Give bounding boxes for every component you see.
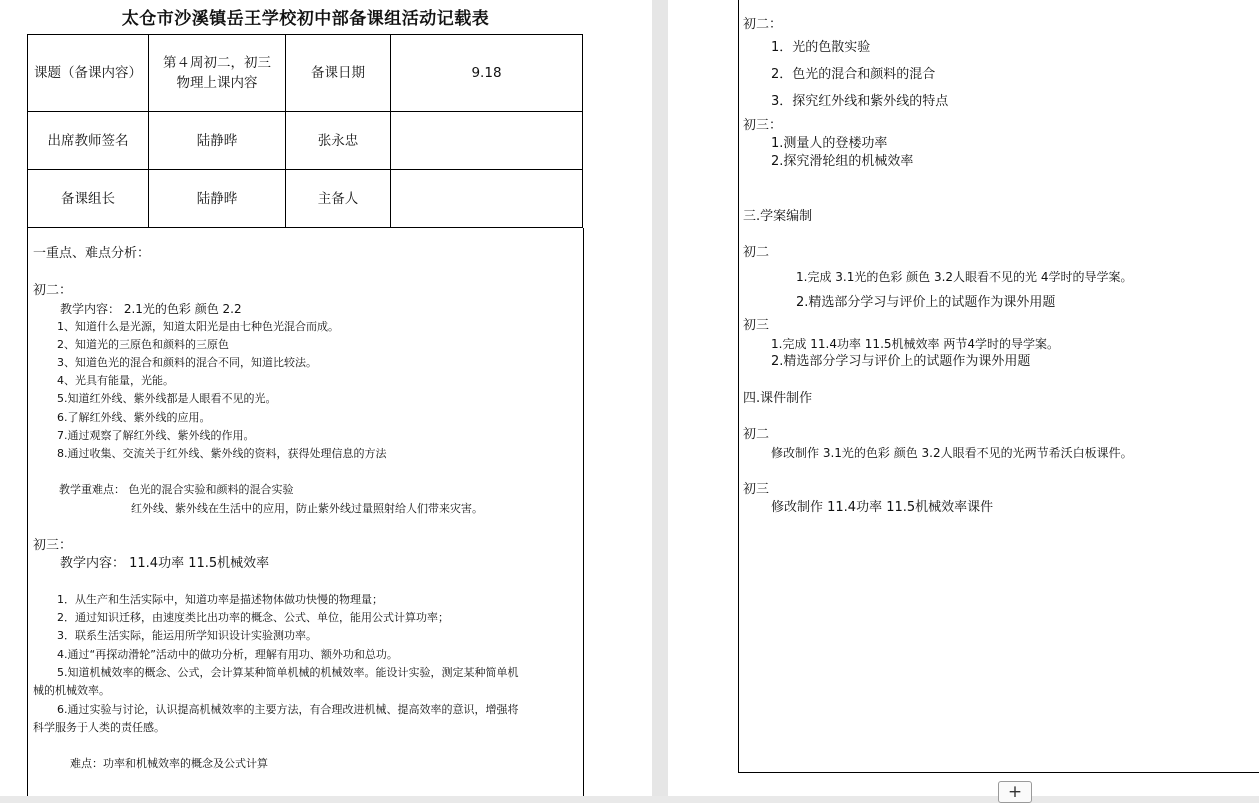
text-line: 教学重难点： 色光的混合实验和颜料的混合实验 [59,483,294,496]
text-line: 1.完成 3.1光的色彩 颜色 3.2人眼看不见的光 4学时的导学案。 [796,270,1133,284]
text-line: 初三 [743,482,770,497]
text-line: 2.探究滑轮组的机械效率 [771,154,914,169]
text-line: 初二： [743,17,783,32]
text-line: 4、光具有能量，光能。 [57,374,174,387]
text-line: 初二 [743,245,770,260]
text-line: 难点：功率和机械效率的概念及公式计算 [70,757,268,770]
text-line: 6.通过实验与讨论，认识提高机械效率的主要方法，有合理改进机械、提高效率的意识，增强将 [57,703,519,716]
text-line: 5.知道机械效率的概念、公式，会计算某种简单机械的机械效率。能设计实验，测定某种简单机 [57,666,519,679]
leader-label: 备课组长 [28,170,149,228]
date-value: 9.18 [391,35,583,112]
text-line: 2．色光的混合和颜料的混合 [771,67,936,82]
text-line: 2．通过知识迁移，由速度类比出功率的概念、公式、单位，能用公式计算功率； [57,611,449,624]
text-line: 1．从生产和生活实际中，知道功率是描述物体做功快慢的物理量； [57,593,383,606]
text-line: 初三： [743,118,783,133]
prep-label: 主备人 [286,170,391,228]
topic-label: 课题（备课内容） [28,35,149,112]
record-table [27,34,583,228]
text-line: 1.测量人的登楼功率 [771,136,888,151]
prep-value [391,170,583,228]
text-line: 教学内容： 11.4功率 11.5机械效率 [60,556,270,571]
text-line: 1、知道什么是光源，知道太阳光是由七种色光混合而成。 [57,320,339,333]
attend-empty [391,112,583,170]
text-line: 1．光的色散实验 [771,40,871,55]
leader-value: 陆静晔 [149,170,286,228]
text-line: 3．探究红外线和紫外线的特点 [771,94,949,109]
continuation-frame [738,0,1259,773]
text-line: 修改制作 3.1光的色彩 颜色 3.2人眼看不见的光两节希沃白板课件。 [771,446,1133,460]
text-line: 1.完成 11.4功率 11.5机械效率 两节4学时的导学案。 [771,337,1059,351]
text-line: 一重点、难点分析： [33,246,151,261]
text-line: 5.知道红外线、紫外线都是人眼看不见的光。 [57,392,277,405]
text-line: 8.通过收集、交流关于红外线、紫外线的资料，获得处理信息的方法 [57,447,387,460]
text-line: 科学服务于人类的责任感。 [33,721,165,734]
attend-teacher-1: 陆静晔 [149,112,286,170]
section-heading: 四.课件制作 [743,391,813,406]
analysis-section [27,228,584,796]
text-line: 7.通过观察了解红外线、紫外线的作用。 [57,429,255,442]
text-line: 6.了解红外线、紫外线的应用。 [57,411,211,424]
text-line: 初三 [743,318,770,333]
text-line: 2.精选部分学习与评价上的试题作为课外用题 [796,295,1056,310]
text-line: 修改制作 11.4功率 11.5机械效率课件 [771,500,994,515]
add-page-button[interactable]: + [998,781,1032,803]
text-line: 初三： [33,538,73,553]
text-line: 3、知道色光的混合和颜料的混合不同，知道比较法。 [57,356,317,369]
section-heading: 三.学案编制 [743,209,813,224]
attend-label: 出席教师签名 [28,112,149,170]
topic-value: 第４周初二，初三 物理上课内容 [149,35,286,112]
text-line: 3．联系生活实际，能运用所学知识设计实验测功率。 [57,629,317,642]
date-label: 备课日期 [286,35,391,112]
document-page-2 [668,0,1259,796]
document-title: 太仓市沙溪镇岳王学校初中部备课组活动记载表 [121,9,490,29]
attend-teacher-2: 张永忠 [286,112,391,170]
text-line: 械的机械效率。 [33,684,110,697]
text-line: 4.通过“再探动滑轮”活动中的做功分析，理解有用功、额外功和总功。 [57,648,398,661]
text-line: 初二： [33,283,73,298]
text-line: 教学内容： 2.1光的色彩 颜色 2.2 [60,302,242,316]
text-line: 2.精选部分学习与评价上的试题作为课外用题 [771,354,1031,369]
text-line: 红外线、紫外线在生活中的应用，防止紫外线过量照射给人们带来灾害。 [131,502,483,515]
page-gap [652,0,668,796]
text-line: 2、知道光的三原色和颜料的三原色 [57,338,229,351]
text-line: 初二 [743,427,770,442]
